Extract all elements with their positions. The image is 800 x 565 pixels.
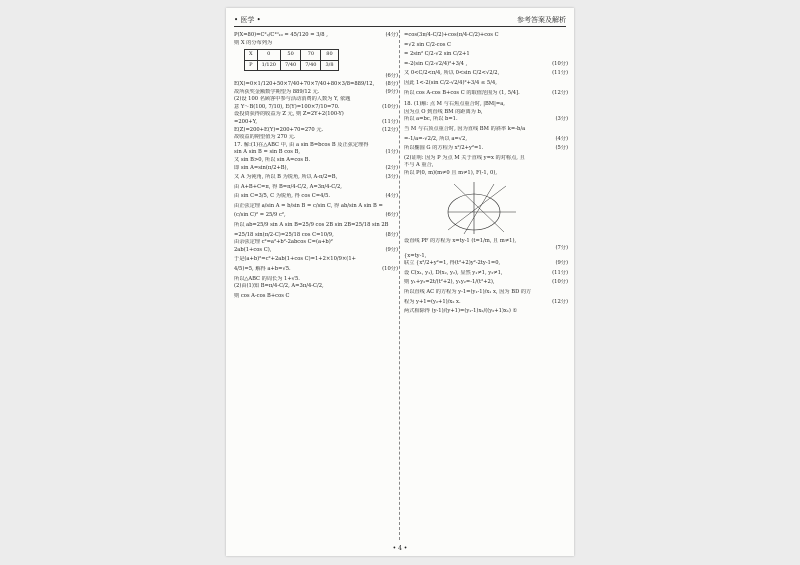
solution-line [404, 90, 568, 98]
score-mark: (10分) [552, 279, 568, 286]
line-text: 设投资获得的收益为 Z 元, 则 Z=2Y+2(100-Y) [234, 111, 344, 118]
distribution-table [244, 49, 339, 71]
solution-line [234, 142, 398, 150]
line-text: 所以 a=bc, 所以 b=1. [404, 116, 458, 123]
line-text: 由正弦定理 a/sin A = b/sin B = c/sin C, 得 ab/sin A sin B = [234, 202, 383, 209]
solution-line [234, 283, 398, 291]
right-column [404, 32, 568, 316]
score-mark: (9分) [385, 88, 398, 95]
score-mark: (4分) [385, 32, 398, 38]
line-text: 所以△ABC 的周长为 1+√5. [234, 275, 300, 282]
line-text: 当 M 与右顶点重合时, 因为直线 BM 的斜率 k=-b/a [404, 125, 526, 132]
solution-line [404, 308, 568, 316]
line-text: (2)由(1)知 B=π/4-C/2, A=3π/4-C/2, [234, 283, 324, 290]
line-text: 设 C(x₁, y₁), D(x₂, y₂), 显然 y₁≠1, y₂≠1, [404, 269, 503, 276]
solution-line [234, 174, 398, 182]
score-mark: (12分) [552, 89, 568, 96]
solution-line [234, 256, 398, 264]
line-text: 则 y₁+y₂=2t/(t²+2), y₁y₂=-1/(t²+2), [404, 279, 495, 286]
line-text: 4/5)=5, 解得 a+b=√5. [234, 266, 291, 273]
solution-line [404, 116, 568, 124]
line-text: 程为 y+1=(y₂+1)/x₂ x. [404, 298, 461, 305]
table-cell: 70 [301, 50, 321, 61]
line-text: E(X)=0×1/120+50×7/40+70×7/40+80×3/8=889/12, [234, 80, 375, 87]
line-text: P(X=80)=C²₂/C¹⁰₁₀ = 45/120 = 3/8 , [234, 32, 328, 38]
solution-line [234, 127, 398, 135]
solution-line [404, 299, 568, 307]
line-text: 联立 {x²/2+y²=1, 得(t²+2)y²-2ty-1=0, [404, 260, 501, 267]
score-mark: (6分) [385, 73, 398, 80]
score-mark: (12分) [552, 298, 568, 305]
solution-line [404, 170, 568, 178]
table-cell: 0 [257, 50, 280, 61]
score-mark: (11分) [552, 269, 568, 276]
solution-line [404, 109, 568, 117]
line-text: =-2(sin C/2-√2/4)²+3/4 , [404, 60, 468, 67]
line-text: 又 0<C/2<π/4, 所以 0<sin C/2<√2/2, [404, 70, 500, 77]
score-mark: (5分) [555, 145, 568, 152]
column-divider [399, 30, 400, 540]
score-mark: (6分) [385, 212, 398, 219]
score-mark: (2分) [385, 164, 398, 171]
solution-line [234, 149, 398, 157]
line-text: = 2sin² C/2-√2 sin C/2+1 [404, 51, 470, 58]
solution-line [404, 238, 568, 246]
solution-line [234, 239, 398, 247]
line-text: 所以 ab=25/9 sin A sin B=25/9 cos 2B sin 2B=25/18 sin 2B [234, 222, 389, 229]
line-text: 两式相除得 (y-1)/(y+1)=(y₁-1)x₂/((y₂+1)x₁) ① [404, 308, 518, 315]
line-text: =cos(3π/4-C/2)+cos(π/4-C/2)+cos C [404, 32, 499, 38]
header-subject: • 医学 • [234, 16, 261, 24]
solution-line [404, 51, 568, 59]
solution-line [234, 165, 398, 173]
score-mark: (3分) [385, 174, 398, 181]
solution-line [234, 96, 398, 104]
answer-sheet [226, 8, 574, 556]
table-cell: 3/8 [321, 60, 338, 71]
line-text: 又 sin B>0, 所以 sin A=cos B. [234, 156, 311, 163]
solution-line [234, 266, 398, 274]
score-mark: (9分) [555, 260, 568, 267]
line-text: 不与 A 重合, [404, 162, 434, 169]
line-text: (c/sin C)² = 25/9 c², [234, 212, 286, 219]
table-cell: P [245, 60, 258, 71]
score-mark: (4分) [555, 135, 568, 142]
table-cell: 1/120 [257, 60, 280, 71]
solution-line [404, 61, 568, 69]
page-number: • 4 • [392, 545, 408, 552]
line-text: 故收益的期望值为 270 元. [234, 134, 296, 141]
solution-line [404, 279, 568, 287]
line-text: 17. 解:(1)在△ABC 中, 由 a sin B=bcos B 及正弦定理得 [234, 141, 369, 148]
solution-line [234, 73, 398, 81]
score-mark: (8分) [385, 80, 398, 87]
line-text: 由余弦定理 c²=a²+b²-2abcos C=(a+b)² [234, 239, 333, 246]
score-mark: (8分) [385, 231, 398, 238]
solution-line [234, 157, 398, 165]
solution-line [234, 81, 398, 89]
solution-line [404, 253, 568, 261]
line-text: =25/18 sin(π/2-C)=25/18 cos C=10/9, [234, 231, 334, 238]
solution-line [404, 32, 568, 40]
line-text: 所以 P(0, m)(m≠0 且 m≠1), F(-1, 0), [404, 169, 497, 176]
solution-line [234, 212, 398, 220]
table-cell: 7/40 [280, 60, 300, 71]
line-text: (2)设 100 名顾客中参与活动消费的人数为 Y, 依题 [234, 96, 351, 103]
line-text: sin A sin B = sin B cos B, [234, 149, 301, 156]
solution-line [234, 40, 398, 48]
solution-line [234, 111, 398, 119]
solution-line [404, 136, 568, 144]
solution-line [234, 104, 398, 112]
line-text: 因此 1<-2(sin C/2-√2/4)²+3/4 ≤ 5/4, [404, 79, 497, 86]
solution-line [404, 126, 568, 134]
solution-line [234, 193, 398, 201]
solution-line [404, 145, 568, 153]
header-title: 参考答案及解析 [517, 16, 566, 24]
solution-line [404, 80, 568, 88]
score-mark: (10分) [382, 266, 398, 273]
solution-line [234, 247, 398, 255]
solution-line [404, 245, 568, 253]
solution-line [404, 162, 568, 170]
score-mark: (12分) [382, 126, 398, 133]
line-text: 由 A+B+C=π, 得 B=π/4-C/2, A=3π/4-C/2, [234, 183, 342, 190]
line-text: 则 cos A-cos B+cos C [234, 292, 290, 299]
score-mark: (1分) [385, 149, 398, 156]
score-mark: (10分) [382, 103, 398, 110]
score-mark: (7分) [555, 245, 568, 252]
score-mark: (4分) [385, 193, 398, 200]
left-column [234, 32, 398, 300]
line-text: (2)证明: 因为 P 为点 M 关于直线 y=x 的对称点, 且 [404, 154, 525, 161]
solution-line [404, 289, 568, 297]
line-text: 由 sin C=3/5, C 为锐角, 得 cos C=4/5. [234, 193, 331, 200]
solution-line [404, 260, 568, 268]
line-text: 设直线 PF 的方程为 x=ty-1 (t=1/m, 且 m≠1), [404, 237, 517, 244]
line-text: 故所获奖金额数学期望为 889/12 元. [234, 88, 320, 95]
solution-line [404, 270, 568, 278]
solution-line [404, 155, 568, 163]
solution-line [234, 89, 398, 97]
line-text: 2ab(1+cos C), [234, 246, 272, 253]
score-mark: (11分) [552, 70, 568, 77]
table-cell: 80 [321, 50, 338, 61]
line-text: 意 Y～B(100, 7/10), E(Y)=100×7/10=70. [234, 103, 340, 110]
line-text: {x=ty-1, [404, 252, 427, 259]
score-mark: (10分) [552, 60, 568, 67]
page-header [234, 14, 566, 27]
line-text: 即 sin A=sin(π/2+B), [234, 164, 289, 171]
line-text: 18. (1)解: 点 M 与右焦点重合时, |BM|=a, [404, 101, 505, 108]
line-text: =-1/a=-√2/2, 所以 a=√2, [404, 135, 468, 142]
line-text: 所以 cos A-cos B+cos C 的取值范围为 (1, 5/4]. [404, 89, 520, 96]
solution-line [234, 293, 398, 301]
solution-line [234, 134, 398, 142]
solution-line [234, 276, 398, 284]
line-text: 所以椭圆 G 的方程为 x²/2+y²=1. [404, 145, 484, 152]
score-mark: (9分) [385, 246, 398, 253]
table-cell: 7/40 [301, 60, 321, 71]
line-text: 又 A 为钝角, 所以 B 为锐角, 所以 A-π/2=B, [234, 174, 338, 181]
line-text: 则 X 的分布列为 [234, 39, 273, 46]
solution-line [234, 32, 398, 40]
solution-line [404, 101, 568, 109]
solution-line [234, 232, 398, 240]
solution-line [234, 222, 398, 230]
ellipse-figure [444, 180, 518, 236]
solution-line [234, 203, 398, 211]
score-mark: (11分) [382, 118, 398, 125]
solution-line [234, 119, 398, 127]
table-cell: X [245, 50, 258, 61]
line-text: 因为点 O 到直线 BM 的距离为 b, [404, 108, 483, 115]
solution-line [404, 42, 568, 50]
score-mark: (3分) [555, 116, 568, 123]
table-cell: 50 [280, 50, 300, 61]
solution-line [234, 184, 398, 192]
line-text: =200+Y, [234, 118, 257, 125]
line-text: 于是(a+b)²=c²+2ab(1+cos C)=1+2×10/9×(1+ [234, 256, 356, 263]
line-text: 所以直线 AC 的方程为 y-1=(y₁-1)/x₁ x, 因为 BD 的方 [404, 289, 532, 296]
line-text: =√2 sin C/2-cos C [404, 41, 451, 48]
solution-line [404, 70, 568, 78]
line-text: E(Z)=200+E(Y)=200+70=270 元. [234, 126, 324, 133]
